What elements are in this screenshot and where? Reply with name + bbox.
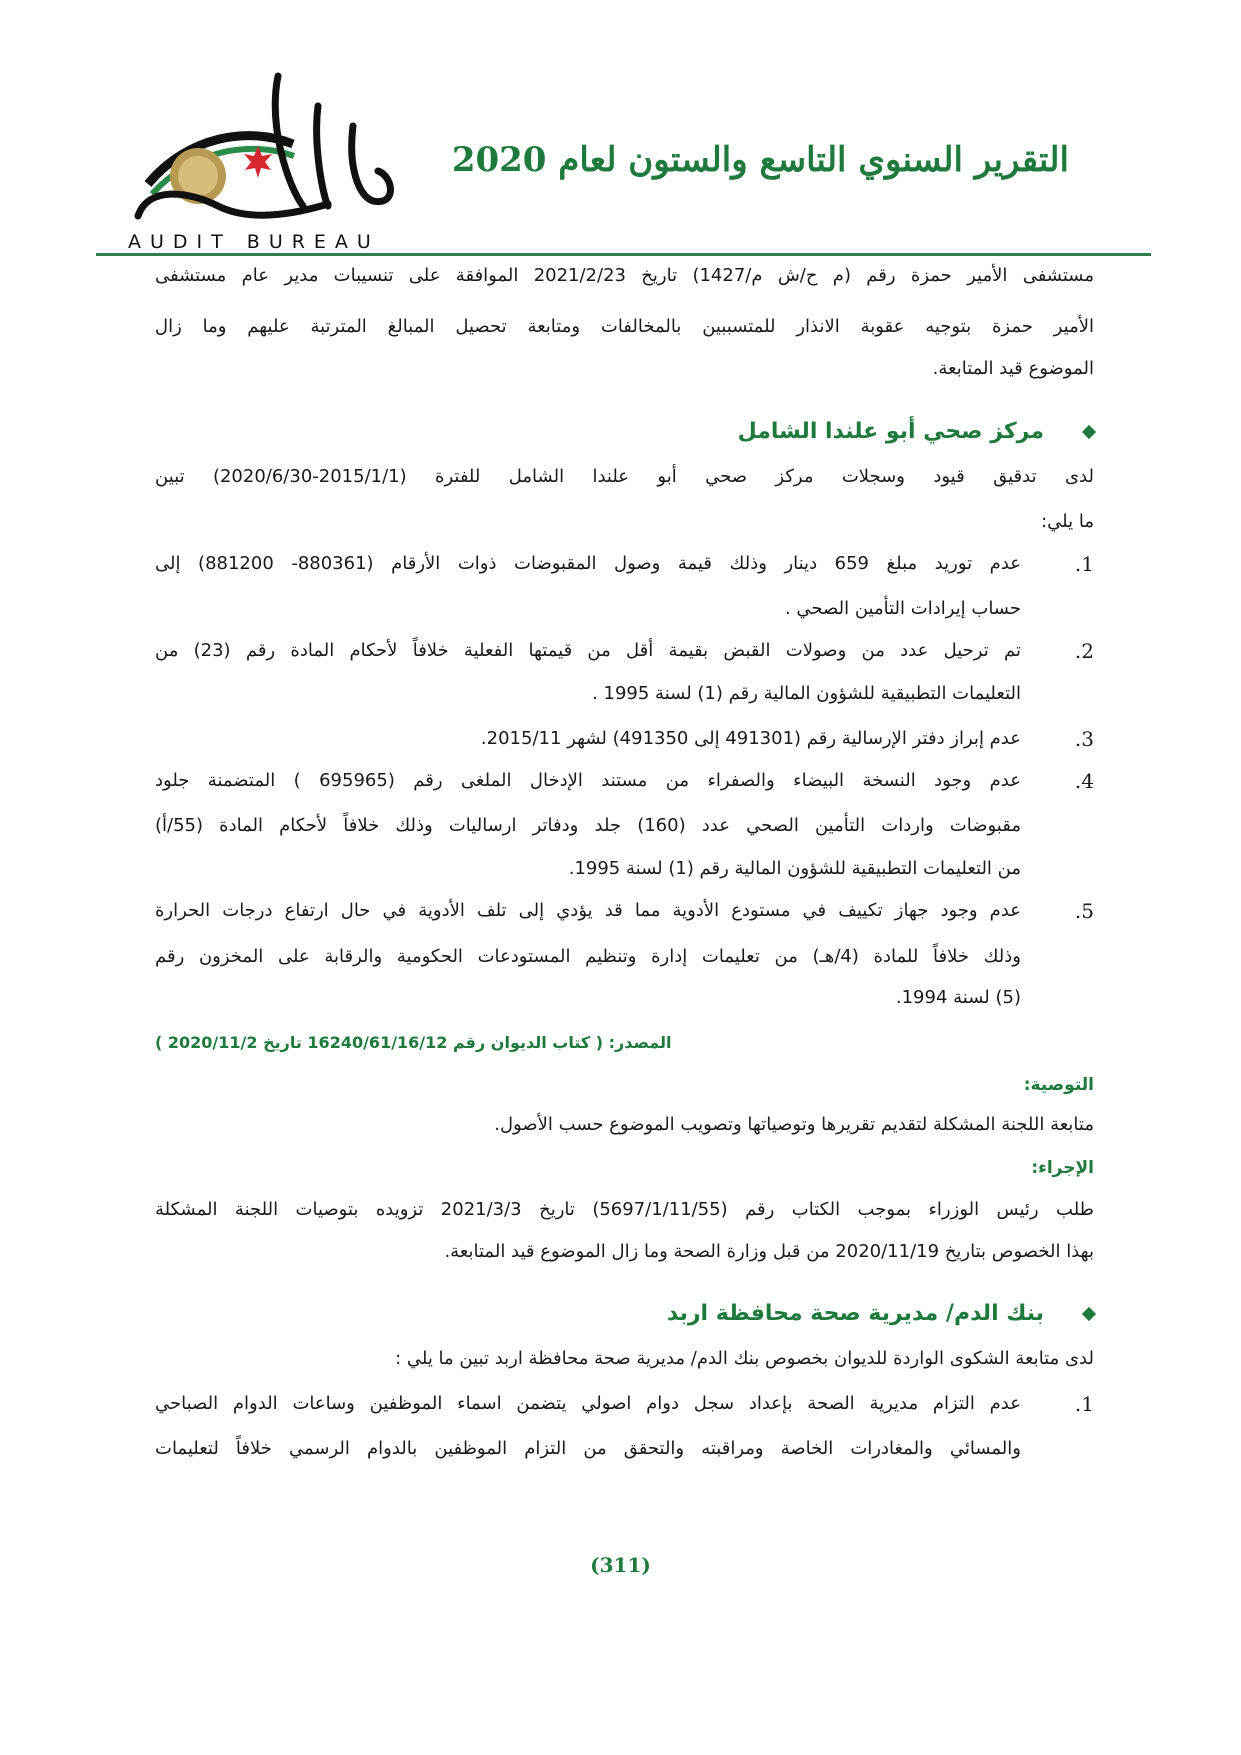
action-text-line: طلب رئيس الوزراء بموجب الكتاب رقم (5697/1/11/55) تاريخ 2021/3/3 تزويده بتوصيات اللجنة المشكلة (155, 1199, 1095, 1220)
diamond-bullet-icon (1082, 1307, 1096, 1321)
list-number: .3 (1074, 727, 1094, 751)
audit-bureau-logo (128, 66, 418, 252)
section-heading-abu-alanda (738, 415, 1094, 449)
heading-text: مركز صحي أبو علندا الشامل (737, 419, 1044, 444)
list-item-line: وذلك خلافاً للمادة (4/هـ) من تعليمات إدارة وتنظيم المستودعات الحكومية والرقابة على المخزون رقم (155, 946, 1021, 967)
source-reference: المصدر: ( كتاب الديوان رقم 16240/61/16/12 تاريخ 2020/11/2 ) (155, 1033, 672, 1052)
paragraph-line: ما يلي: (1041, 511, 1094, 532)
list-item-line: عدم التزام مديرية الصحة بإعداد سجل دوام اصولي يتضمن اسماء الموظفين وساعات الدوام الصباحي (155, 1393, 1021, 1414)
list-item-line: التعليمات التطبيقية للشؤون المالية رقم (1) لسنة 1995 . (592, 683, 1021, 704)
list-item-line: عدم وجود جهاز تكييف في مستودع الأدوية مما قد يؤدي إلى تلف الأدوية في حال ارتفاع درجات الحرارة (155, 900, 1021, 921)
list-item-line: تم ترحيل عدد من وصولات القبض بقيمة أقل من قيمتها الفعلية خلافاً لأحكام المادة رقم (23) من (155, 640, 1021, 661)
paragraph-line: الموضوع قيد المتابعة. (932, 358, 1094, 379)
list-number: .5 (1074, 899, 1094, 923)
diamond-bullet-icon (1082, 425, 1096, 439)
logo-english-text: AUDIT BUREAU (128, 231, 380, 252)
paragraph-line: لدى تدقيق قيود وسجلات مركز صحي أبو علندا الشامل للفترة (2015/1/1-2020/6/30) تبين (155, 466, 1094, 487)
list-item-line: والمسائي والمغادرات الخاصة ومراقبته والتحقق من التزام الموظفين بالدوام الرسمي خلافاً لتعليمات (155, 1438, 1021, 1459)
list-item-line: (5) لسنة 1994. (895, 987, 1021, 1008)
section-heading-blood-bank (667, 1297, 1094, 1331)
list-number: .1 (1074, 552, 1094, 576)
recommendation-text: متابعة اللجنة المشكلة لتقديم تقريرها وتوصياتها وتصويب الموضوع حسب الأصول. (494, 1114, 1094, 1135)
paragraph-line: لدى متابعة الشكوى الواردة للديوان بخصوص بنك الدم/ مديرية صحة محافظة اربد تبين ما يلي : (395, 1348, 1094, 1369)
header-divider (96, 253, 1151, 256)
report-title: التقرير السنوي التاسع والستون لعام 2020 (451, 140, 1069, 180)
action-text-line: بهذا الخصوص بتاريخ 2020/11/19 من قبل وزارة الصحة وما زال الموضوع قيد المتابعة. (444, 1241, 1094, 1262)
list-item-line: مقبوضات واردات التأمين الصحي عدد (160) جلد ودفاتر ارساليات وذلك خلافاً لأحكام المادة (55/أ) (155, 815, 1021, 836)
paragraph-line: مستشفى الأمير حمزة رقم (م ح/ش م/1427) تاريخ 2021/2/23 الموافقة على تنسيبات مدير عام مستشفى (155, 265, 1094, 286)
list-number: .4 (1074, 769, 1094, 793)
recommendation-label: التوصية: (1023, 1075, 1094, 1095)
heading-text: بنك الدم/ مديرية صحة محافظة اربد (666, 1301, 1044, 1326)
paragraph-line: الأمير حمزة بتوجيه عقوبة الانذار للمتسببين بالمخالفات ومتابعة تحصيل المبالغ المترتبة عليهم وما زال (155, 316, 1094, 337)
list-item-line: عدم إبراز دفتر الإرسالية رقم (491301 إلى 491350) لشهر 2015/11. (480, 728, 1021, 749)
list-number: .1 (1074, 1392, 1094, 1416)
page-number: (311) (590, 1553, 651, 1577)
list-item-line: من التعليمات التطبيقية للشؤون المالية رقم (1) لسنة 1995. (568, 858, 1021, 879)
list-item-line: عدم وجود النسخة البيضاء والصفراء من مستند الإدخال الملغى رقم (695965 ) المتضمنة جلود (155, 770, 1021, 791)
list-item-line: عدم توريد مبلغ 659 دينار وذلك قيمة وصول المقبوضات ذوات الأرقام (880361- 881200) إلى (155, 553, 1022, 574)
list-number: .2 (1074, 639, 1094, 663)
action-label: الإجراء: (1031, 1158, 1094, 1178)
list-item-line: حساب إيرادات التأمين الصحي . (784, 598, 1021, 619)
